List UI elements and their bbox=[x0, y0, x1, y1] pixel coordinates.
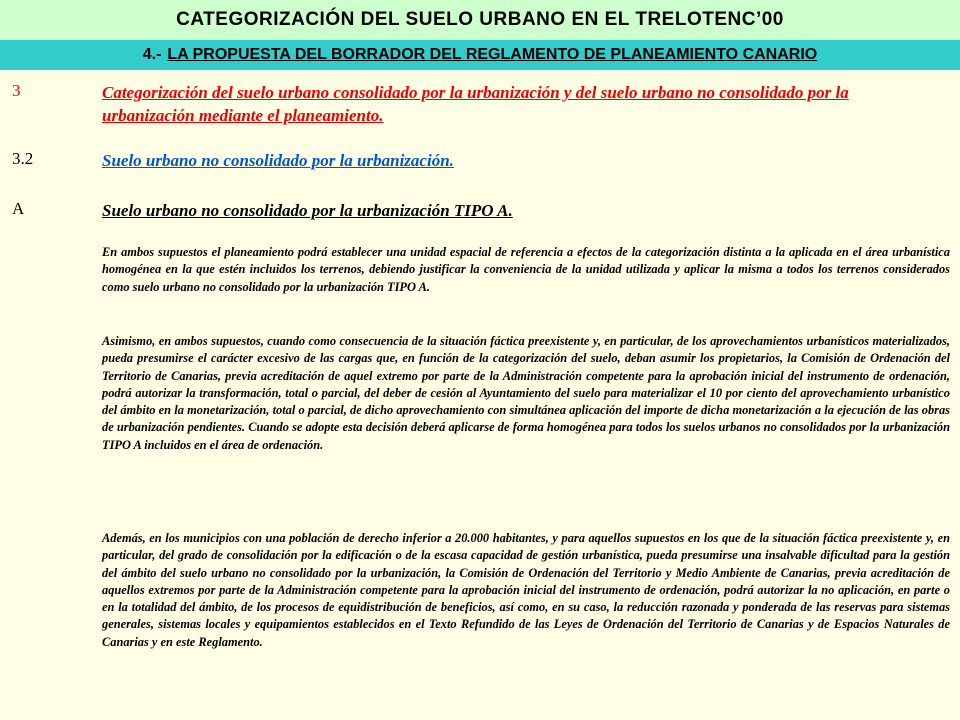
subtitle-text: LA PROPUESTA DEL BORRADOR DEL REGLAMENTO DE PLANEAMIENTO CANARIO bbox=[167, 46, 818, 63]
paragraph-3: Además, en los municipios con una población de derecho inferior a 20.000 habitantes, y para aquellos supuestos en los que de la situación fáctica preexistente y, en particular, del grado de consolidación por la edificación o de la escasa capacidad de gestión urbanística, pueda presumirse una insalvable dificultad para la gestión del ámbito del suelo urbano no consolidado por la urbanización, la Comisión de Ordenación del Territorio y Medio Ambiente de Canarias, previa acreditación de aquellos extremos por parte de la Administración competente para la aprobación inicial del instrumento de ordenación, podrá autorizar la no aplicación, en parte o en la totalidad del ámbito, de los procesos de equidistribución de beneficios, así como, en su caso, la reducción razonada y ponderada de las reservas para sistemas generales, sistemas locales y equipamientos establecidos en el Texto Refundido de las Leyes de Ordenación del Territorio de Canarias y de Espacios Naturales de Canarias y en este Reglamento. bbox=[102, 531, 950, 649]
section-number: 3.2 bbox=[12, 149, 34, 168]
section-a bbox=[12, 199, 952, 222]
section-heading: Categorización del suelo urbano consolidado por la urbanización y del suelo urbano no consolidado por la urbanización mediante el planeamiento. bbox=[102, 83, 849, 125]
section-3 bbox=[12, 81, 952, 127]
section-number: A bbox=[12, 199, 25, 218]
section-heading: Suelo urbano no consolidado por la urbanización. bbox=[102, 151, 454, 170]
title-bar bbox=[0, 0, 960, 40]
paragraph-1: En ambos supuestos el planeamiento podrá establecer una unidad espacial de referencia a efectos de la categorización distinta a la aplicada en el área urbanística homogénea en la que estén incluidos los terrenos, debiendo justificar la conveniencia de la unidad utilizada y aplicar la misma a todos los terrenos considerados como suelo urbano no consolidado por la urbanización TIPO A. bbox=[102, 245, 950, 294]
subtitle-prefix: 4.- bbox=[142, 46, 162, 63]
section-number: 3 bbox=[12, 81, 21, 100]
section-3-2 bbox=[12, 149, 952, 172]
paragraph-2: Asimismo, en ambos supuestos, cuando como consecuencia de la situación fáctica preexistente y, en particular, de los aprovechamientos urbanísticos materializados, pueda presumirse el carácter excesivo de las cargas que, en función de la categorización del suelo, deban asumir los propietarios, la Comisión de Ordenación del Territorio de Canarias, previa acreditación de aquel extremo por parte de la Administración competente para la aprobación inicial del instrumento de ordenación, podrá autorizar la transformación, total o parcial, del deber de cesión al Ayuntamiento del suelo para materializar el 10 por ciento del aprovechamiento urbanístico del ámbito en la monetarización, total o parcial, de dicho aprovechamiento con simultánea aplicación del importe de dicha monetarización a la ejecución de las obras de urbanización pendientes. Cuando se adopte esta decisión deberá aplicarse de forma homogénea para todos los suelos urbanos no consolidados por la urbanización TIPO A incluidos en el área de ordenación. bbox=[102, 334, 950, 452]
section-heading: Suelo urbano no consolidado por la urbanización TIPO A. bbox=[102, 201, 513, 220]
page-title: CATEGORIZACIÓN DEL SUELO URBANO EN EL TRELOTENC’00 bbox=[176, 9, 784, 30]
subtitle-bar bbox=[0, 40, 960, 70]
